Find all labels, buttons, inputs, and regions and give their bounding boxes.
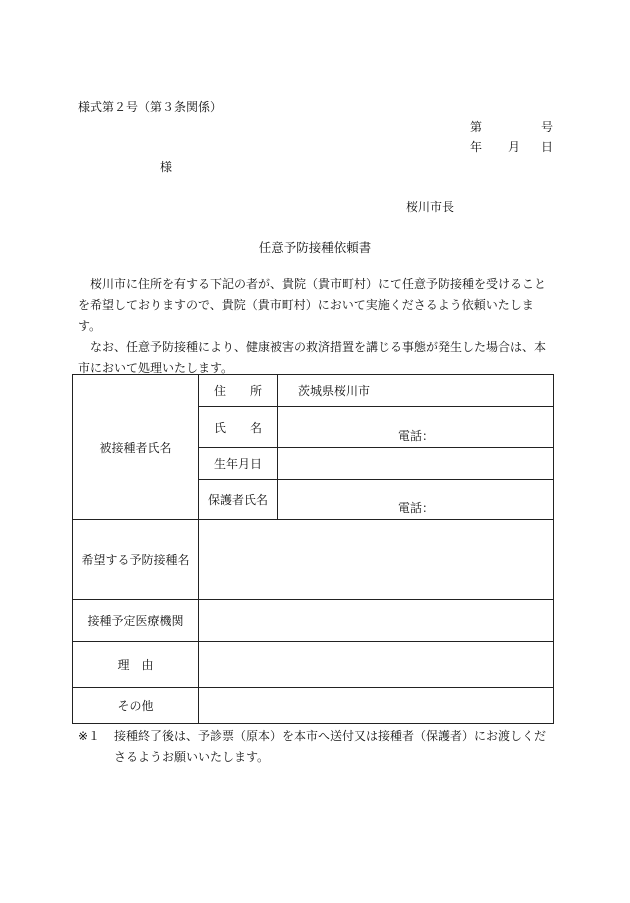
other-field[interactable]	[199, 688, 554, 724]
other-label: その他	[73, 688, 199, 724]
addressee-suffix: 様	[160, 160, 173, 174]
form-number: 様式第２号（第３条関係）	[78, 100, 223, 114]
body-text	[78, 274, 556, 379]
footnote-text: 接種終了後は、予診票（原本）を本市へ送付又は接種者（保護者）にお渡しくださるようお願いいたします。	[114, 729, 547, 764]
guardian-phone-label: 電話：	[398, 501, 435, 515]
dob-field[interactable]	[278, 448, 554, 480]
address-field[interactable]	[278, 375, 554, 407]
document-title: 任意予防接種依頼書	[258, 240, 372, 255]
issuer: 桜川市長	[406, 200, 455, 214]
address-value: 茨城県桜川市	[298, 384, 371, 398]
table-row	[73, 520, 554, 600]
vaccine-label: 希望する予防接種名	[73, 520, 199, 600]
name-phone-label: 電話：	[398, 429, 435, 443]
guardian-label: 保護者氏名	[199, 480, 278, 520]
table-row	[73, 688, 554, 724]
reason-field[interactable]	[199, 642, 554, 688]
facility-label: 接種予定医療機関	[73, 600, 199, 642]
table-row	[73, 642, 554, 688]
recipient-label: 被接種者氏名	[73, 375, 199, 520]
name-field[interactable]	[278, 407, 554, 448]
table-row	[73, 375, 554, 407]
vaccine-field[interactable]	[199, 520, 554, 600]
dob-label: 生年月日	[199, 448, 278, 480]
address-label: 住 所	[199, 375, 278, 407]
month-label: 月	[508, 140, 521, 154]
guardian-field[interactable]	[278, 480, 554, 520]
number-prefix: 第	[470, 120, 483, 134]
facility-field[interactable]	[199, 600, 554, 642]
reason-label: 理 由	[73, 642, 199, 688]
body-paragraph-1: 桜川市に住所を有する下記の者が、貴院（貴市町村）にて任意予防接種を受けることを希望しておりますので、貴院（貴市町村）において実施くださるよう依頼いたします。	[78, 277, 547, 333]
footnote-mark: ※１	[78, 729, 101, 743]
day-label: 日	[541, 140, 554, 154]
footnote	[78, 726, 556, 768]
year-label: 年	[470, 140, 483, 154]
name-label: 氏 名	[199, 407, 278, 448]
body-paragraph-2: なお、任意予防接種により、健康被害の救済措置を講じる事態が発生した場合は、本市において処理いたします。	[78, 340, 547, 375]
request-form-table	[72, 374, 554, 724]
table-row	[73, 600, 554, 642]
number-suffix: 号	[541, 120, 554, 134]
